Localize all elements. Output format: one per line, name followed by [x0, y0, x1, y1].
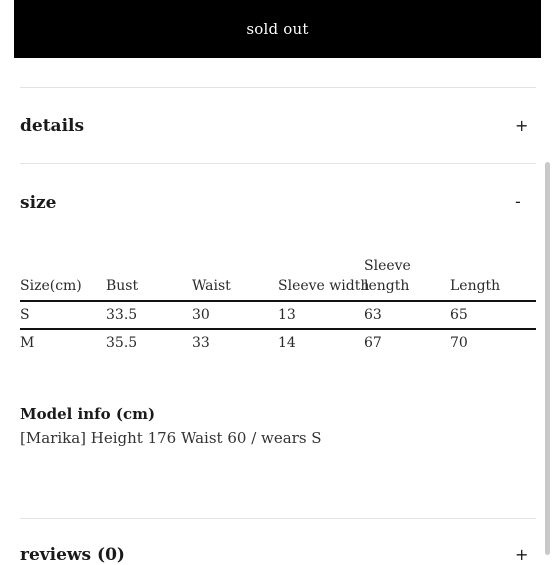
size-table-header-cell: Sleeve length — [364, 258, 411, 294]
table-cell: 30 — [192, 307, 210, 323]
size-table-header-cell: Bust — [106, 278, 139, 294]
table-cell: 63 — [364, 307, 382, 323]
reviews-section-title[interactable]: reviews (0) — [20, 545, 125, 565]
model-info-text: [Marika] Height 176 Waist 60 / wears S — [20, 429, 322, 447]
size-table-header-cell: Length — [450, 278, 501, 294]
size-collapse-icon[interactable]: - — [515, 192, 521, 211]
table-cell: 33 — [192, 335, 210, 351]
size-section-title[interactable]: size — [20, 193, 57, 213]
scrollbar-thumb[interactable] — [545, 162, 550, 555]
divider — [20, 163, 536, 164]
reviews-expand-icon[interactable]: + — [515, 545, 529, 564]
details-expand-icon[interactable]: + — [515, 116, 529, 135]
table-cell: 14 — [278, 335, 296, 351]
size-table — [20, 252, 536, 356]
size-table-header-cell: Sleeve width — [278, 278, 370, 294]
table-row — [20, 329, 536, 356]
table-cell: 70 — [450, 335, 468, 351]
table-cell: 67 — [364, 335, 382, 351]
table-cell: 13 — [278, 307, 296, 323]
divider — [20, 87, 536, 88]
size-table-header-cell: Waist — [192, 278, 231, 294]
details-section-title[interactable]: details — [20, 116, 85, 136]
sold-out-label: sold out — [246, 20, 309, 38]
table-cell: S — [20, 307, 30, 323]
table-cell: 35.5 — [106, 335, 138, 351]
table-cell: 65 — [450, 307, 468, 323]
size-table-header — [20, 252, 536, 301]
model-info-title: Model info (cm) — [20, 405, 156, 423]
sold-out-button[interactable] — [14, 0, 541, 58]
divider — [20, 518, 536, 519]
size-table-header-cell: Size(cm) — [20, 278, 82, 294]
table-row — [20, 301, 536, 329]
table-cell: M — [20, 335, 35, 351]
table-cell: 33.5 — [106, 307, 138, 323]
